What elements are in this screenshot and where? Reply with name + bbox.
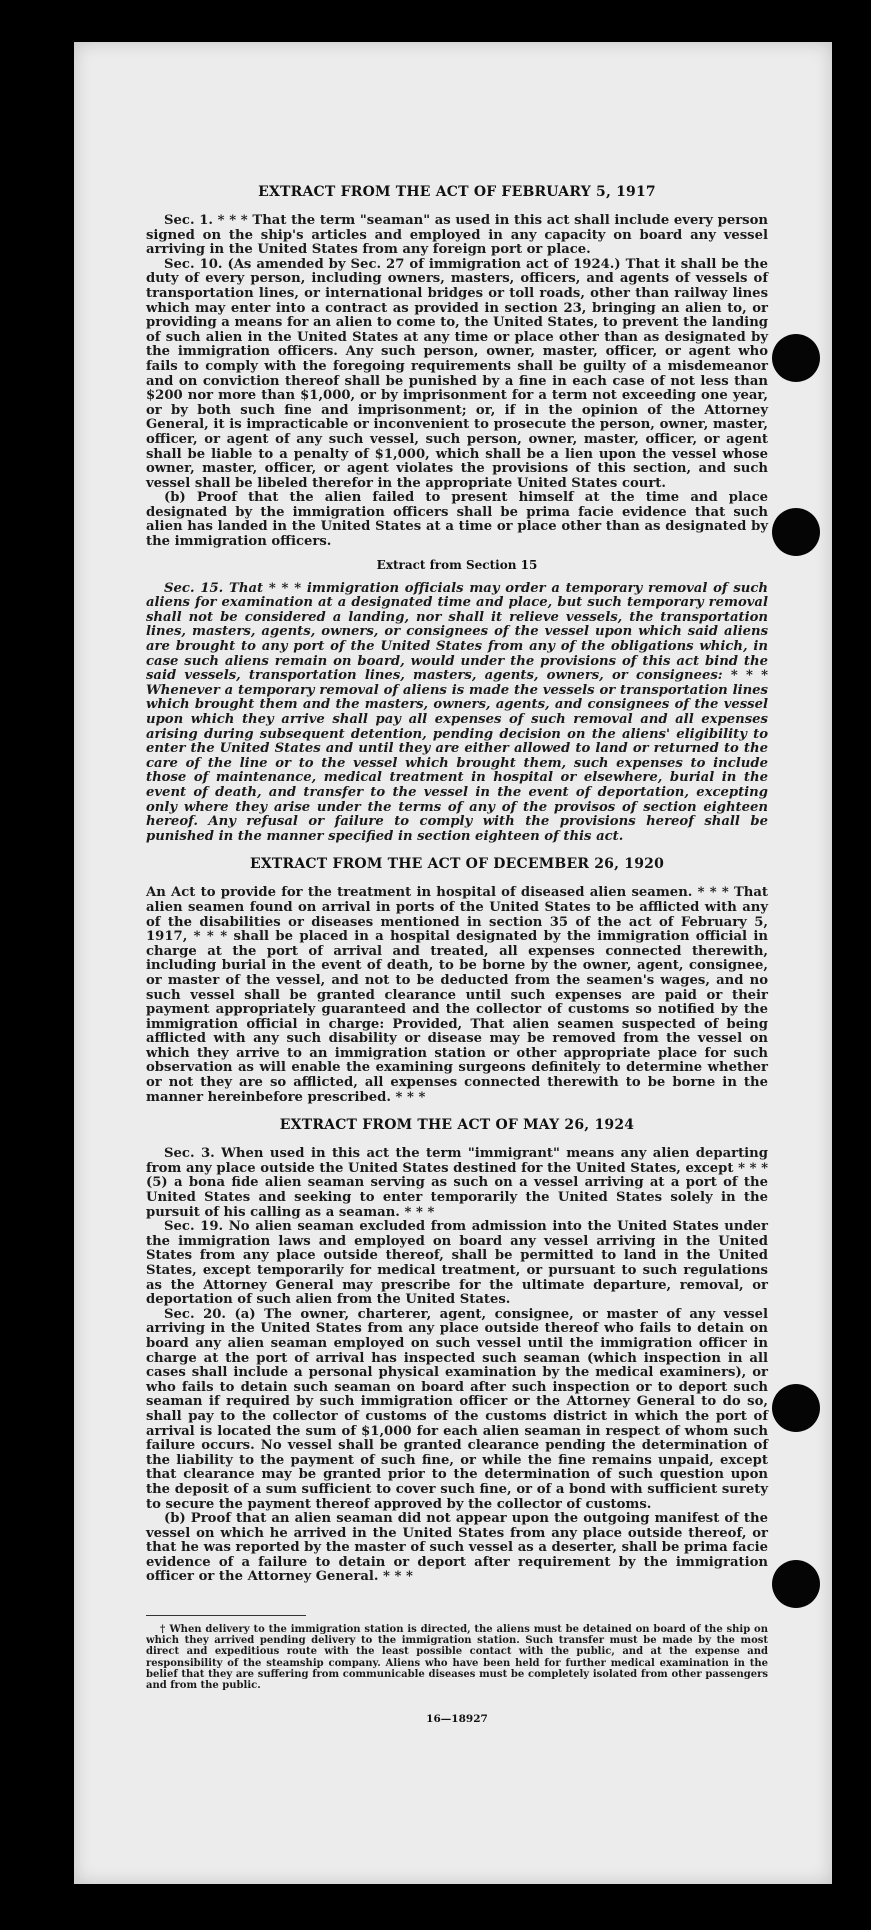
section-heading: Extract from Section 15 (376, 557, 538, 572)
section-paragraph: An Act to provide for the treatment in hospital of diseased alien seamen. * * * That alien seamen found on arrival in ports of the United States to be afflicted with any of the disabilities or diseases mentioned in section 35 of the act of February 5, 1917, * * * shall be placed in a hospital designated by the immigration official in charge at the port of arrival and treated, all expenses connected therewith, including burial in the event of death, to be borne by the owner, agent, consignee, or master of the vessel, and not to be deducted from the seamen's wages, and no such vessel shall be granted clearance until such expenses are paid or their payment appropriately guaranteed and the collector of customs so notified by the immigration official in charge: Provided, That alien seamen suspected of being afflicted with any such disability or disease may be removed from the vessel on which they arrive to an immigration station or other appropriate place for such observation as will enable the examining surgeons definitely to determine whether or not they are so afflicted, all expenses connected therewith to be borne in the manner hereinbefore prescribed. * * * (146, 885, 768, 1105)
form-code: 16—18927 (426, 1713, 488, 1726)
footnote: † When delivery to the immigration station is directed, the aliens must be detained on board of the ship on which they arrived pending delivery to the immigration station. Such transfer must be made by the most direct and expeditious route with the least possible contact with the public, and at the expense and responsibility of the steamship company. Aliens who have been held for further medical examination in the belief that they are suffering from communicable diseases must be completely isolated from other passengers and from the public. (146, 1624, 768, 1692)
punch-hole (772, 1560, 820, 1608)
punch-hole (772, 1384, 820, 1432)
section-paragraph: Sec. 3. When used in this act the term "immigrant" means any alien departing from any place outside the United States destined for the United States, except * * * (5) a bona fide alien seaman serving as such on a vessel arriving at a port of the United States and seeking to enter temporarily the United States solely in the pursuit of his calling as a seaman. * * * (146, 1146, 768, 1220)
section-heading: EXTRACT FROM THE ACT OF FEBRUARY 5, 1917 (258, 184, 656, 200)
section-paragraph: Sec. 1. * * * That the term "seaman" as used in this act shall include every person signed on the ship's articles and employed in any capacity on board any vessel arriving in the United States from any foreign port or place. (146, 213, 768, 258)
section-paragraph: Sec. 20. (a) The owner, charterer, agent, consignee, or master of any vessel arriving in the United States from any place outside thereof who fails to detain on board any alien seaman employed on such vessel until the immigration officer in charge at the port of arrival has inspected such seaman (which inspection in all cases shall include a personal physical examination by the medical examiners), or who fails to detain such seaman on board after such inspection or to deport such seaman if required by such immigration officer or the Attorney General to do so, shall pay to the collector of customs of the customs district in which the port of arrival is located the sum of $1,000 for each alien seaman in respect of whom such failure occurs. No vessel shall be granted clearance pending the determination of the liability to the payment of such fine, or while the fine remains unpaid, except that clearance may be granted prior to the determination of such question upon the deposit of a sum sufficient to cover such fine, or of a bond with sufficient surety to secure the payment thereof approved by the collector of customs. (146, 1306, 768, 1512)
section-paragraph: (b) Proof that an alien seaman did not appear upon the outgoing manifest of the vessel on which he arrived in the United States from any place outside thereof, or that he was reported by the master of such vessel as a deserter, shall be prima facie evidence of a failure to detain or deport after requirement by the immigration officer or the Attorney General. * * * (146, 1511, 768, 1585)
section-act-1920 (146, 856, 768, 1105)
document-page (74, 42, 832, 1884)
section-act-1924 (146, 1117, 768, 1585)
punch-hole (772, 508, 820, 556)
punch-hole (772, 334, 820, 382)
section-paragraph: (b) Proof that the alien failed to present himself at the time and place designated by the immigration officers shall be prima facie evidence that such alien has landed in the United States at a time or place other than as designated by the immigration officers. (146, 490, 768, 550)
section-paragraph: Sec. 19. No alien seaman excluded from admission into the United States under the immigration laws and employed on board any vessel arriving in the United States from any place outside thereof, shall be permitted to land in the United States, except temporarily for medical treatment, or pursuant to such regulations as the Attorney General may prescribe for the ultimate departure, removal, or deportation of such alien from the United States. (146, 1219, 768, 1308)
section-paragraph: Sec. 15. That * * * immigration officials may order a temporary removal of such aliens for examination at a designated time and place, but such temporary removal shall not be considered a landing, nor shall it relieve vessels, the transportation lines, masters, agents, owners, or consignees of the vessel upon which said aliens are brought to any port of the United States from any of the obligations which, in case such aliens remain on board, would under the provisions of this act bind the said vessels, transportation lines, masters, agents, owners, or consignees: * * * Whenever a temporary removal of aliens is made the vessels or transportation lines which brought them and the masters, owners, agents, and consignees of the vessel upon which they arrive shall pay all expenses of such removal and all expenses arising during subsequent detention, pending decision on the aliens' eligibility to enter the United States and until they are either allowed to land or returned to the care of the line or to the vessel which brought them, such expenses to include those of maintenance, medical treatment in hospital or elsewhere, burial in the event of death, and transfer to the vessel in the event of deportation, excepting only where they arise under the terms of any of the provisos of section eighteen hereof. Any refusal or failure to comply with the provisions hereof shall be punished in the manner specified in section eighteen of this act. (146, 580, 768, 844)
section-extract-15 (146, 558, 768, 845)
footnote-divider (146, 1615, 306, 1616)
section-heading: EXTRACT FROM THE ACT OF DECEMBER 26, 1920 (249, 856, 665, 873)
section-paragraph: Sec. 10. (As amended by Sec. 27 of immigration act of 1924.) That it shall be the duty of every person, including owners, masters, officers, and agents of vessels of transportation lines, or international bridges or toll roads, other than railway lines which may enter into a contract as provided in section 23, bringing an alien to, or providing a means for an alien to come to, the United States, to prevent the landing of such alien in the United States at any time or place other than as designated by the immigration officers. Any such person, owner, master, officer, or agent who fails to comply with the foregoing requirements shall be guilty of a misdemeanor and on conviction thereof shall be punished by a fine in each case of not less than $200 nor more than $1,000, or by imprisonment for a term not exceeding one year, or by both such fine and imprisonment; or, if in the opinion of the Attorney General, it is impracticable or inconvenient to prosecute the person, owner, master, officer, or agent of any such vessel, such person, owner, master, officer, or agent shall be liable to a penalty of $1,000, which shall be a lien upon the vessel whose owner, master, officer, or agent violates the provisions of this section, and such vessel shall be libeled therefor in the appropriate United States court. (146, 256, 768, 491)
section-heading: EXTRACT FROM THE ACT OF MAY 26, 1924 (279, 1117, 635, 1134)
section-act-1917 (146, 184, 768, 550)
